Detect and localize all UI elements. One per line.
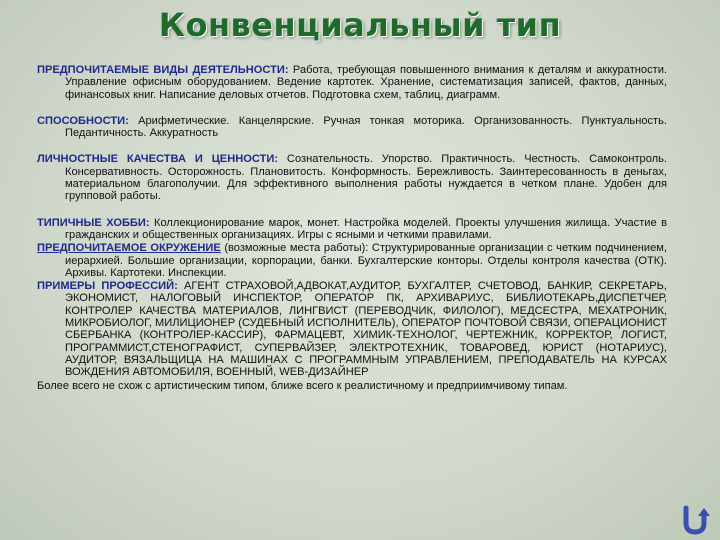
abilities-text: Арифметические. Канцелярские. Ручная тонкая моторика. Организованность. Пунктуальность. Педантичность. Аккуратность — [65, 114, 667, 140]
slide-title: Конвенциальный тип — [158, 6, 562, 44]
hobbies-text: Коллекционирование марок, монет. Настройка моделей. Проекты улучшения жилища. Участие в гражданских и общественных организациях. Игры с ясными и четкими правилами. — [65, 216, 667, 241]
environment-paragraph — [37, 242, 667, 279]
professions-paragraph — [37, 280, 667, 378]
qualities-heading: ЛИЧНОСТНЫЕ КАЧЕСТВА И ЦЕННОСТИ: — [37, 153, 279, 166]
qualities-paragraph — [37, 153, 667, 202]
return-arrow-icon — [681, 505, 711, 535]
professions-text: АГЕНТ СТРАХОВОЙ,АДВОКАТ,АУДИТОР, БУХГАЛТЕР, СЧЕТОВОД, БАНКИР, СЕКРЕТАРЬ, ЭКОНОМИСТ, НАЛОГОВЫЙ ИНСПЕКТОР, ОПЕРАТОР ПК, АРХИВАРИУС, БИБЛИОТЕКАРЬ,ДИСПЕТЧЕР, КОНТРОЛЕР КАЧЕСТВА МАТЕРИАЛОВ, ЛИНГВИСТ (ПЕРЕВОДЧИК, ФИЛОЛОГ), МЕДСЕСТРА, МЕХАТРОНИК, МИКРОБИОЛОГ, МИЛИЦИОНЕР (СУДЕБНЫЙ ИСПОЛНИТЕЛЬ), ОПЕРАТОР ПОЧТОВОЙ СВЯЗИ, ОПЕРАЦИОНИСТ СБЕРБАНКА (КОНТРОЛЕР-КАССИР), ФАРМАЦЕВТ, ХИМИК-ТЕХНОЛОГ, ЧЕРТЕЖНИК, КОРРЕКТОР, ЛОГИСТ, ПРОГРАММИСТ,СТЕНОГРАФИСТ, СУПЕРВАЙЗЕР, ЭЛЕКТРОТЕХНИК, ТОВАРОВЕД, ЮРИСТ (НОТАРИУС), АУДИТОР, ВЯЗАЛЬЩИЦА НА МАШИНАХ С ПРОГРАММНЫМ УПРАВЛЕНИЕМ, ПРЕПОДАВАТЕЛЬ НА КУРСАХ ВОЖДЕНИЯ АВТОМОБИЛЯ, ВОЕННЫЙ, WEB-ДИЗАЙНЕР — [65, 280, 668, 379]
activities-text: Работа, требующая повышенного внимания к деталям и аккуратности. Управление офисным оборудованием. Ведение картотек. Хранение, систематизация записей, фактов, данных, финансовых книг. Написание деловых отчетов. Подготовка схем, таблиц, диаграмм. — [65, 64, 668, 101]
similarity-text: Более всего не схож с артистическим типом, ближе всего к реалистичному и предприимчивому типам. — [37, 379, 568, 392]
slide-content — [37, 64, 667, 392]
environment-text: (возможные места работы): Структурированные организации с четким подчинением, иерархией. Большие организации, корпорации, банки. Бухгалтерские конторы. Отделы контроля качества (ОТК). Архивы. Картотеки. Инспекции. — [65, 242, 667, 279]
abilities-heading: СПОСОБНОСТИ: — [37, 114, 129, 127]
qualities-text: Сознательность. Упорство. Практичность. Честность. Самоконтроль. Консервативность. Осторожность. Плановитость. Конформность. Бережливость. Заинтересованность в деньгах, материальном благополучии. Для эффективного выполнения работы нуждается в четком плане. Удобен для групповой работы. — [65, 153, 667, 203]
abilities-paragraph — [37, 115, 667, 140]
environment-heading: ПРЕДПОЧИТАЕМОЕ ОКРУЖЕНИЕ — [37, 242, 221, 255]
activities-paragraph — [37, 64, 667, 101]
hobbies-heading: ТИПИЧНЫЕ ХОББИ: — [37, 216, 150, 229]
professions-heading: ПРИМЕРЫ ПРОФЕССИЙ: — [37, 280, 178, 293]
similarity-paragraph — [37, 380, 667, 392]
activities-heading: ПРЕДПОЧИТАЕМЫЕ ВИДЫ ДЕЯТЕЛЬНОСТИ: — [37, 64, 289, 76]
hobbies-paragraph — [37, 217, 667, 242]
return-button[interactable] — [679, 504, 713, 536]
